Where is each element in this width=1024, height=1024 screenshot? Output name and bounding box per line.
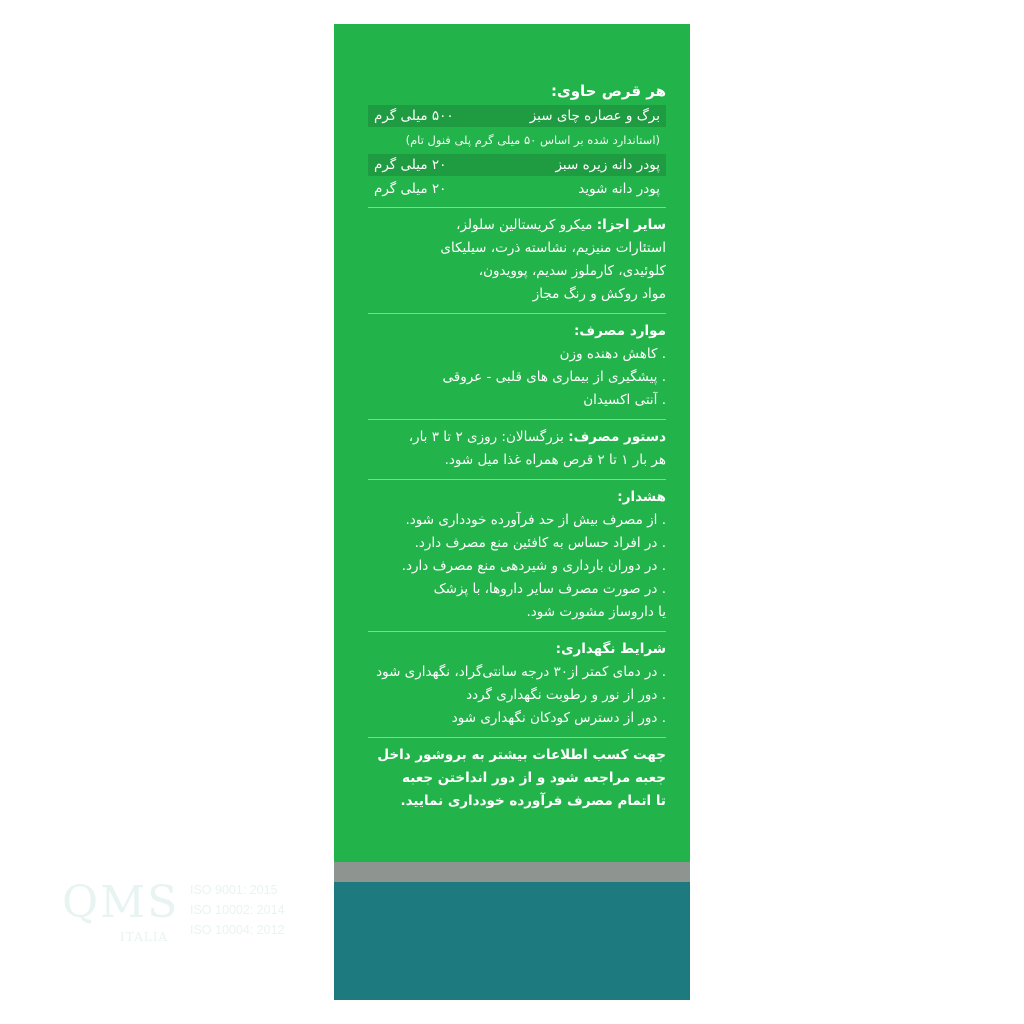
divider [368, 479, 666, 480]
ingredient-row [368, 105, 666, 127]
warning-item: یا داروساز مشورت شود. [526, 604, 666, 620]
storage-item: . دور از نور و رطوبت نگهداری گردد [466, 687, 666, 703]
ingredient-amount: ۲۰ میلی گرم [374, 180, 447, 197]
warning-item: . در صورت مصرف سایر داروها، با پزشک [433, 581, 666, 597]
ingredient-amount: ۵۰۰ میلی گرم [374, 107, 454, 124]
divider [368, 737, 666, 738]
iso-line: ISO 10002: 2014 [190, 903, 285, 917]
iso-line: ISO 9001: 2015 [190, 883, 278, 897]
storage-item: . در دمای کمتر از۳۰ درجه سانتی‌گراد، نگهداری شود [376, 664, 666, 680]
ingredient-amount: ۲۰ میلی گرم [374, 156, 447, 173]
divider [368, 631, 666, 632]
qms-logo-text: QMS [62, 877, 180, 928]
brochure-note: جعبه مراجعه شود و از دور انداختن جعبه [402, 770, 666, 786]
other-ingredients-title: سایر اجزا: [596, 217, 666, 233]
divider [368, 207, 666, 208]
qms-logo-subtext: ITALIA [120, 930, 169, 944]
ingredient-row [368, 154, 666, 176]
divider [368, 419, 666, 420]
uses-title: موارد مصرف: [574, 323, 666, 339]
grey-band [334, 862, 690, 882]
brochure-note: جهت کسب اطلاعات بیشتر به بروشور داخل [377, 747, 666, 763]
product-box-side-panel [334, 24, 690, 1000]
iso-certifications [190, 880, 285, 940]
brochure-note: تا اتمام مصرف فرآورده خودداری نمایید. [400, 793, 666, 809]
dosage-text: هر بار ۱ تا ۲ قرص همراه غذا میل شود. [444, 452, 666, 468]
ingredient-row [368, 178, 666, 200]
label-text [368, 80, 666, 813]
uses-item: . پیشگیری از بیماری های قلبی - عروقی [442, 369, 666, 385]
ingredients-title: هر قرص حاوی: [550, 82, 666, 100]
uses-item: . آنتی اکسیدان [583, 392, 666, 408]
ingredient-name: پودر دانه شوید [578, 180, 660, 197]
other-ingredients-text: میکرو کریستالین سلولز، [456, 217, 593, 233]
other-ingredients-text: مواد روکش و رنگ مجاز [532, 286, 666, 302]
dosage-title: دستور مصرف: [568, 429, 666, 445]
uses-item: . کاهش دهنده وزن [559, 346, 666, 362]
green-strip [334, 836, 690, 862]
storage-item: . دور از دسترس کودکان نگهداری شود [451, 710, 666, 726]
dosage-text: بزرگسالان: روزی ۲ تا ۳ بار، [408, 429, 564, 445]
certification-band [334, 882, 690, 1000]
warning-item: . در دوران بارداری و شیردهی منع مصرف دارد. [401, 558, 666, 574]
ingredient-name: پودر دانه زیره سبز [555, 156, 660, 173]
qms-logo [62, 877, 180, 944]
storage-title: شرایط نگهداری: [555, 641, 666, 657]
dosage-line [368, 426, 666, 449]
iso-line: ISO 10004: 2012 [190, 923, 285, 937]
warning-item: . در افراد حساس به کافئین منع مصرف دارد. [414, 535, 666, 551]
other-ingredients-line [368, 214, 666, 237]
standardization-note: (استاندارد شده بر اساس ۵۰ میلی گرم پلی فنول تام) [405, 133, 660, 147]
warning-title: هشدار: [617, 489, 666, 505]
ingredient-name: برگ و عصاره چای سبز [529, 107, 660, 124]
divider [368, 313, 666, 314]
other-ingredients-text: کلوئیدی، کارملوز سدیم، پوویدون، [478, 263, 666, 279]
other-ingredients-text: استئارات منیزیم، نشاسته ذرت، سیلیکای [440, 240, 666, 256]
warning-item: . از مصرف بیش از حد فرآورده خودداری شود. [405, 512, 666, 528]
